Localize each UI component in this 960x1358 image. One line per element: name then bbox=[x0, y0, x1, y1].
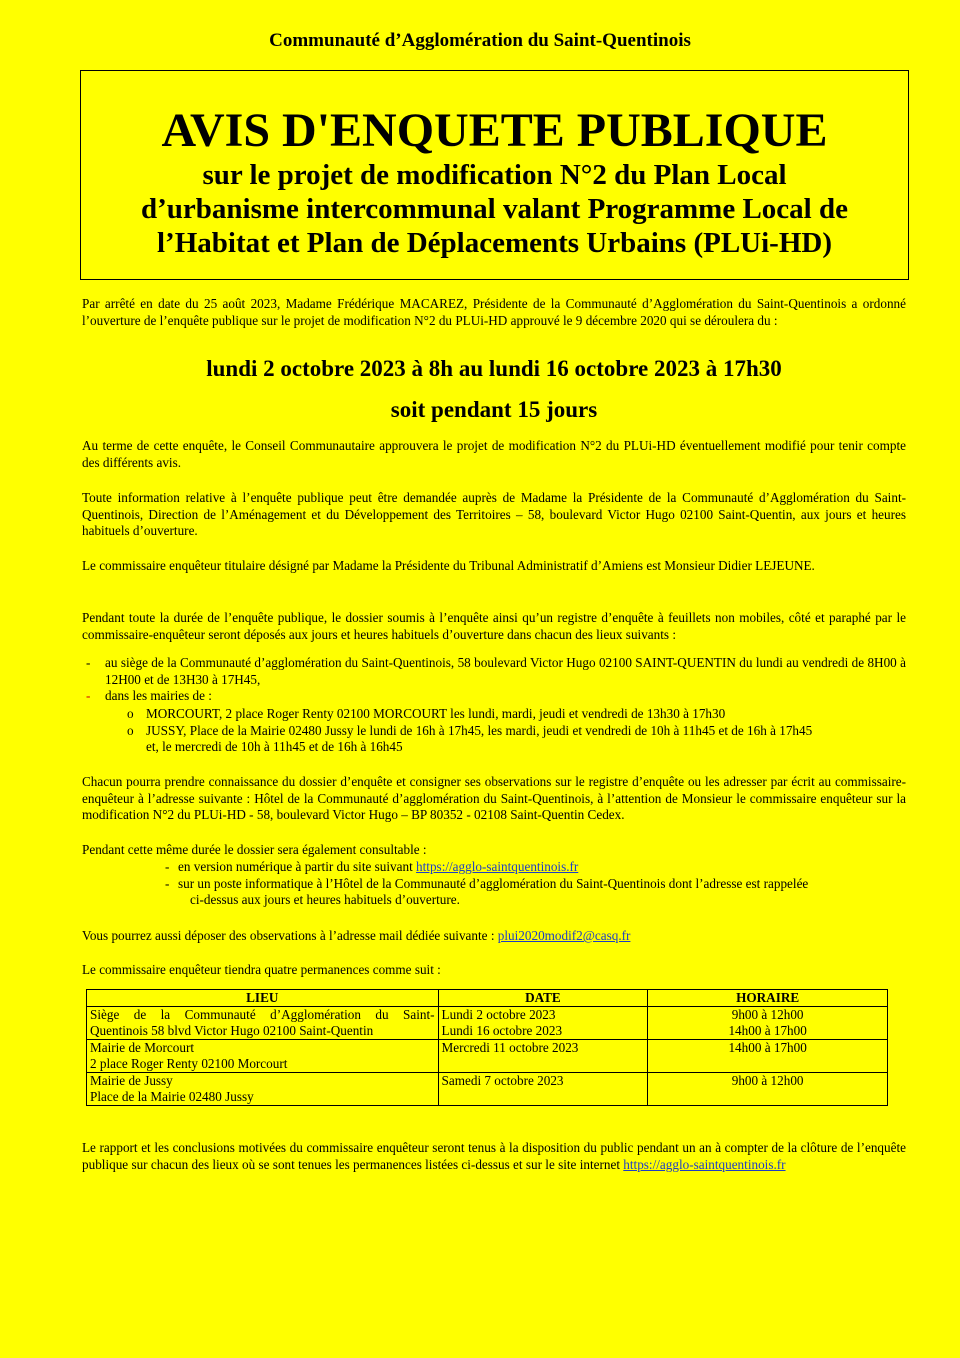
consultable-online bbox=[178, 859, 578, 876]
cell-text: 2 place Roger Renty 02100 Morcourt bbox=[90, 1056, 288, 1071]
intro-paragraph: Par arrêté en date du 25 août 2023, Madame Frédérique MACAREZ, Présidente de la Communauté d’Agglomération du Saint-Quentinois a ordonné l’ouverture de l’enquête publique sur le projet de modification N°2 du PLUi-HD approuvé le 9 décembre 2020 qui se déroulera du : bbox=[82, 296, 906, 328]
paragraph-information: Toute information relative à l’enquête publique peut être demandée auprès de Madame la Présidente de la Communauté d’Agglomération du Saint-Quentinois, Direction de l’Aménagement et du Développement des Territoires – 58, boulevard Victor Hugo 02100 Saint-Quentin, aux jours et heures habituels d’ouverture. bbox=[82, 490, 906, 538]
table-row bbox=[87, 1007, 888, 1040]
cell-text: 14h00 à 17h00 bbox=[728, 1040, 807, 1055]
consultable-poste-line1: sur un poste informatique à l’Hôtel de la Communauté d’agglomération du Saint-Quentinois dont l’adresse est rappelée bbox=[178, 876, 809, 891]
conclusion-text: Le rapport et les conclusions motivées du commissaire enquêteur seront tenus à la disposition du public pendant un an à compter de la clôture de l’enquête publique sur chacun des lieux où se sont tenues les permanences listées ci-dessus et sur le site internet bbox=[82, 1140, 906, 1172]
email-link[interactable]: plui2020modif2@casq.fr bbox=[497, 928, 631, 943]
cell-horaire bbox=[648, 1040, 888, 1073]
location-siege: au siège de la Communauté d’agglomération du Saint-Quentinois, 58 boulevard Victor Hugo 02100 SAINT-QUENTIN du lundi au vendredi de 8H00 à 12H00 et de 13H30 à 17H45, bbox=[105, 655, 906, 687]
cell-text: Place de la Mairie 02480 Jussy bbox=[90, 1089, 254, 1104]
cell-lieu bbox=[87, 1007, 439, 1040]
cell-text: 9h00 à 12h00 bbox=[731, 1073, 804, 1088]
table-row bbox=[87, 1073, 888, 1106]
cell-horaire bbox=[648, 1073, 888, 1106]
header-horaire: HORAIRE bbox=[648, 990, 888, 1007]
paragraph-observations: Chacun pourra prendre connaissance du dossier d’enquête et consigner ses observations sur le registre d’enquête ou les adresser par écrit au commissaire-enquêteur à l’adresse suivante : Hôtel de la Communauté d’agglomération du Saint-Quentinois, à l’attention de Monsieur le commissaire enquêteur sur la modification N°2 du PLUi-HD - 58, boulevard Victor Hugo – BP 80352 - 02108 Saint-Quentin Cedex. bbox=[82, 774, 906, 822]
table-row bbox=[87, 1040, 888, 1073]
paragraph-dossier: Pendant toute la durée de l’enquête publique, le dossier soumis à l’enquête ainsi qu’un registre d’enquête à feuillets non mobiles, côté et paraphé par le commissaire-enquêteur seront déposés aux jours et heures habituels d’ouverture dans chacun des lieux suivants : bbox=[82, 610, 906, 642]
cell-date bbox=[438, 1007, 648, 1040]
dash-bullet: - bbox=[86, 688, 91, 703]
cell-text: Lundi 16 octobre 2023 bbox=[441, 1023, 563, 1038]
cell-text: Lundi 2 octobre 2023 bbox=[441, 1007, 556, 1022]
cell-text: Siège de la Communauté d’Agglomération du Saint- bbox=[90, 1007, 435, 1022]
cell-text: Mairie de Morcourt bbox=[90, 1040, 194, 1055]
title-box bbox=[80, 70, 909, 280]
location-jussy-line1: JUSSY, Place de la Mairie 02480 Jussy le lundi de 16h à 17h45, les mardi, jeudi et vendredi de 10h à 11h45 et de 16h à 17h45 bbox=[146, 723, 813, 738]
cell-date bbox=[438, 1040, 648, 1073]
cell-horaire bbox=[648, 1007, 888, 1040]
circle-bullet: o bbox=[127, 723, 134, 738]
cell-text: Quentinois 58 blvd Victor Hugo 02100 Saint-Quentin bbox=[90, 1023, 374, 1038]
header-lieu: LIEU bbox=[87, 990, 439, 1007]
paragraph-approval: Au terme de cette enquête, le Conseil Communautaire approuvera le projet de modification N°2 du PLUi-HD éventuellement modifié pour tenir compte des différents avis. bbox=[82, 438, 906, 470]
organization-header: Communauté d’Agglomération du Saint-Quentinois bbox=[269, 30, 691, 51]
cell-lieu bbox=[87, 1073, 439, 1106]
dash-bullet: - bbox=[165, 859, 170, 874]
cell-text: Mairie de Jussy bbox=[90, 1073, 173, 1088]
notice-subtitle-line2: d’urbanisme intercommunal valant Programme Local de bbox=[141, 193, 848, 225]
cell-text: 14h00 à 17h00 bbox=[728, 1023, 807, 1038]
permanences-table bbox=[86, 989, 888, 1106]
paragraph-conclusion bbox=[82, 1140, 906, 1173]
paragraph-commissioner: Le commissaire enquêteur titulaire désigné par Madame la Présidente du Tribunal Administratif d’Amiens est Monsieur Didier LEJEUNE. bbox=[82, 558, 815, 573]
table-header-row bbox=[87, 990, 888, 1007]
cell-date bbox=[438, 1073, 648, 1106]
email-line bbox=[82, 928, 630, 945]
conclusion-website-link[interactable]: https://agglo-saintquentinois.fr bbox=[623, 1156, 786, 1172]
cell-text: Samedi 7 octobre 2023 bbox=[441, 1073, 564, 1088]
notice-subtitle-line1: sur le projet de modification N°2 du Plan Local bbox=[202, 159, 787, 191]
notice-subtitle-line3: l’Habitat et Plan de Déplacements Urbains (PLUi-HD) bbox=[157, 227, 832, 259]
consultable-poste-line2: ci-dessus aux jours et heures habituels d’ouverture. bbox=[190, 892, 460, 907]
inquiry-dates: lundi 2 octobre 2023 à 8h au lundi 16 octobre 2023 à 17h30 bbox=[206, 356, 782, 381]
inquiry-duration: soit pendant 15 jours bbox=[390, 397, 598, 422]
email-text: Vous pourrez aussi déposer des observations à l’adresse mail dédiée suivante : bbox=[82, 928, 498, 943]
location-mairies-intro: dans les mairies de : bbox=[105, 688, 212, 703]
location-morcourt: MORCOURT, 2 place Roger Renty 02100 MORCOURT les lundi, mardi, jeudi et vendredi de 13h30 à 17h30 bbox=[146, 706, 726, 721]
header-date: DATE bbox=[438, 990, 648, 1007]
website-link[interactable]: https://agglo-saintquentinois.fr bbox=[416, 859, 579, 874]
cell-text: 9h00 à 12h00 bbox=[731, 1007, 804, 1022]
circle-bullet: o bbox=[127, 706, 134, 721]
dash-bullet: - bbox=[86, 655, 91, 670]
cell-text: Mercredi 11 octobre 2023 bbox=[441, 1040, 579, 1055]
permanences-intro: Le commissaire enquêteur tiendra quatre permanences comme suit : bbox=[82, 962, 441, 977]
location-jussy-line2: et, le mercredi de 10h à 11h45 et de 16h à 16h45 bbox=[146, 739, 403, 754]
cell-lieu bbox=[87, 1040, 439, 1073]
notice-title: AVIS D'ENQUETE PUBLIQUE bbox=[161, 104, 828, 157]
consultable-intro: Pendant cette même durée le dossier sera également consultable : bbox=[82, 842, 427, 857]
consultable-online-text: en version numérique à partir du site suivant bbox=[178, 859, 417, 874]
dash-bullet: - bbox=[165, 876, 170, 891]
